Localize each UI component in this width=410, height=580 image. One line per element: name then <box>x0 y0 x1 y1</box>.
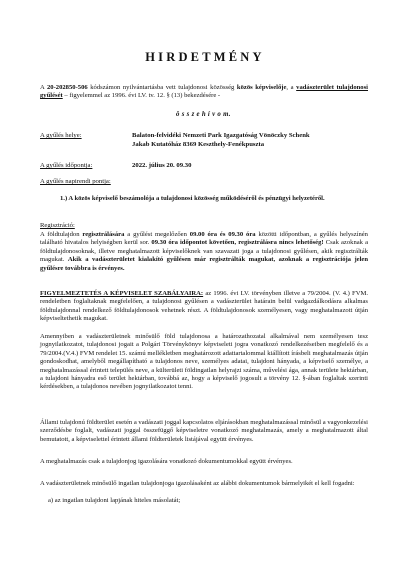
intro-text-b: kódszámon nyilvántartásba vett tulajdonosi közösség <box>87 84 237 91</box>
agenda-label-row <box>40 178 368 187</box>
date-label: A gyűlés időpontja: <box>40 162 93 169</box>
location-line-2: Jakab Kutatóház 8369 Keszthely-Fenékpuszta <box>132 140 265 148</box>
registration-text-1: A földtulajdon <box>40 231 83 238</box>
location-label: A gyűlés helye: <box>40 132 82 139</box>
intro-text-d: – figyelemmel az 1996. évi LV. tv. 12. § (13) bekezdésére - <box>62 92 221 100</box>
intro-representative: közös képviselője <box>236 84 287 91</box>
ownership-proof-item-a: a) az ingatlan tulajdoni lapjának hiteles másolatát; <box>48 497 181 504</box>
convene-text: ö s s z e h í v o m. <box>176 111 231 118</box>
warning-heading: FIGYELMEZTETÉS A KÉPVISELET SZABÁLYAIRA: <box>40 290 204 297</box>
location-value <box>132 132 310 149</box>
registration-heading: Regisztráció: <box>40 222 75 229</box>
state-land-paragraph: Állami tulajdonú földterület esetén a vadászati joggal kapcsolatos eljárásokban meghatalmazással minősül a vagyonkezelési szerződésbe foglalt, vadászati joggal összefüggő képviseletre vonatkozó meghatalmazás, amely a meghatalmazott által bemutatott, a képviselettel érintett állami földterületek listájával együtt érvényes. <box>40 419 368 443</box>
registration-text-4: Csak azoknak a földtulajdonosoknak, illetve meghatalmazott képviselőknek van szavazati joga a tulajdonosi gyűlésen, akik regisztrálták magukat. <box>40 239 368 264</box>
intro-paragraph <box>40 84 368 101</box>
date-row <box>40 162 368 171</box>
registration-bold-3: 09.30 óra időpontot követően, regisztrálásra nincs lehetőség! <box>151 239 324 247</box>
registration-bold-1: regisztrálására <box>82 231 125 238</box>
agenda-label: A gyűlés napirendi pontja: <box>40 178 111 185</box>
registration-bold-2: 09.00 óra és 09.30 óra <box>189 231 256 238</box>
location-line-1: Balaton-felvidéki Nemzeti Park Igazgatóság Vönöczky Schenk <box>132 132 310 139</box>
proxy-validity-paragraph: A meghatalmazás csak a tulajdonjog igazolására vonatkozó dokumentumokkal együtt érvényes. <box>40 458 293 465</box>
warning-paragraph <box>40 290 368 324</box>
registration-text-3: közötti időpontban, a gyűlés helyszínén található hivatalos helyiségben kerül sor. <box>40 231 368 247</box>
intro-text-c: , a <box>286 84 297 91</box>
agenda-item: 1.) A közös képviselő beszámolója a tulajdonosi közösség működéséről és pénzügyi helyzetéről. <box>60 195 325 202</box>
registration-text-2: a gyűlést megelőzően <box>124 231 190 238</box>
intro-text-a: A <box>40 84 47 91</box>
registration-paragraph <box>40 231 368 273</box>
page-title: HIRDETMÉNY <box>145 50 265 64</box>
ownership-proof-paragraph: A vadászterületnek minősülő ingatlan tulajdonjoga igazolásaként az alábbi dokumentumok bármelyikét el kell fogadni: <box>40 480 355 487</box>
date-value: 2022. július 20. 09.30 <box>132 162 192 169</box>
proxy-paragraph: Amennyiben a vadászterületnek minősülő föld tulajdonosa a határozathozatal alkalmával nem személyesen tesz jognyilatkozatot, tulajdonosi jogait a Polgári Törvénykönyv képviseleti jogra vonatkozó rendelkezéseiben megfelelő és a 79/2004.(V.4.) FVM rendelet 15. számú mellékletben meghatározott adattartalommal kiállított írásbeli meghatalmazás útján gondoskodhat, amelyből megállapítható a tulajdonos neve, személyes adatai, tulajdoni hányada, a képviselő személye, a meghatalmazással érintett település neve, a külterületi földingatlan helyrajzi száma, művelési ága, annak területe hektárban, a tulajdoni hányadra eső terület hektárban, továbbá az, hogy a képviselő jogosult a törvény 12. §-ában foglaltak szerinti kérdésekben, a tulajdonos nevében jognyilatkozatot tenni. <box>40 333 368 391</box>
location-row <box>40 132 368 149</box>
registration-bold-4: Akik a vadászterületet kialakító gyűlésen már regisztrálták magukat, azoknak a regisztrációja jelen gyűlésre továbbra is érvényes. <box>40 256 368 272</box>
intro-meeting: vadászterület tulajdonosi gyűlését <box>40 84 368 100</box>
intro-code: 20-202850-506 <box>47 84 88 91</box>
warning-text: az 1996. évi LV. törvényben illetve a 79/2004. (V. 4.) FVM. rendeletben foglaltaknak megfelelően, a tulajdonosi gyűlésen a vadászterület határain belül vadgazdálkodásra alkalmas földtulajdonnal rendelkező földtulajdonosok vehetnek részt. A földtulajdonosok személyesen, vagy meghatalmazott útján képviseltethetik magukat. <box>40 290 368 323</box>
